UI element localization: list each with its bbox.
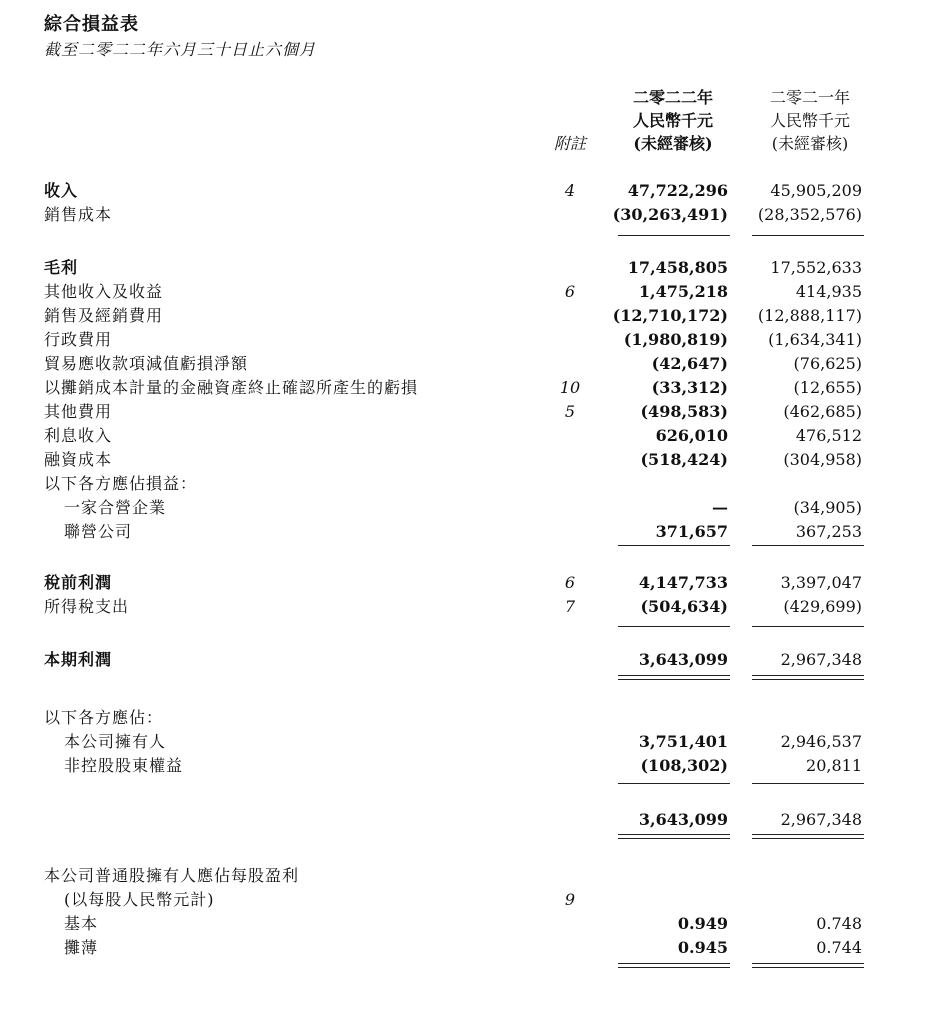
rule-line [618,963,730,964]
table-row [0,912,932,936]
row-label: 本公司普通股擁有人應佔每股盈利 [44,866,300,885]
row-value-prior: (12,888,117) [757,306,862,325]
table-row [0,648,932,672]
rule-line [618,675,730,676]
table-row [0,864,932,888]
row-value-prior: (12,655) [793,378,862,397]
row-note: 7 [564,597,576,616]
table-row [0,706,932,730]
table-row [0,203,932,227]
rule-line [752,675,864,676]
rule-line [752,967,864,968]
row-label: 非控股股東權益 [64,756,184,775]
row-label: 其他收入及收益 [44,282,164,301]
rule-line [618,838,730,839]
row-value-prior: 0.748 [816,914,862,933]
row-value-current: (518,424) [640,450,728,469]
table-row [0,496,932,520]
rule-line [618,834,730,835]
row-label: 貿易應收款項減值虧損淨額 [44,354,249,373]
row-label: 聯營公司 [64,522,133,541]
row-value-prior: 45,905,209 [770,181,862,200]
row-value-prior: (304,958) [783,450,862,469]
table-row [0,304,932,328]
row-value-current: 1,475,218 [638,282,728,301]
rule-line [618,626,730,627]
rule-line [618,679,730,680]
row-note: 6 [564,573,576,592]
row-value-current: (12,710,172) [612,306,728,325]
row-value-prior: (429,699) [783,597,862,616]
row-value-current: (30,263,491) [612,205,728,224]
rule-line [752,679,864,680]
row-label: 稅前利潤 [44,573,113,592]
row-label: 所得稅支出 [44,597,130,616]
row-value-prior: 2,967,348 [780,650,862,669]
rule-line [752,626,864,627]
row-label: 本公司擁有人 [64,732,167,751]
row-note: 9 [564,890,576,909]
rule-line [752,963,864,964]
row-value-prior: 20,811 [806,756,862,775]
row-label: 以下各方應佔損益： [44,474,198,493]
row-value-prior: 2,967,348 [780,810,862,829]
row-value-prior: 3,397,047 [780,573,862,592]
row-value-prior: 476,512 [795,426,862,445]
column-header-current [614,86,732,155]
table-row [0,179,932,203]
row-value-current: 3,643,099 [638,650,728,669]
column-header-prior-unit: 人民幣千元 [769,111,850,130]
row-note: 5 [564,402,576,421]
row-value-current: (504,634) [640,597,728,616]
rule-line [752,545,864,546]
row-value-prior: 2,946,537 [780,732,862,751]
table-row [0,280,932,304]
table-row [0,595,932,619]
row-value-current: 0.949 [677,914,728,933]
row-note: 4 [564,181,576,200]
column-header-note: 附註 [553,134,586,153]
row-value-prior: (28,352,576) [757,205,862,224]
row-value-prior: (34,905) [793,498,862,517]
row-value-current: 47,722,296 [627,181,728,200]
rule-line [618,545,730,546]
row-value-current: — [712,498,728,517]
row-value-prior: (76,625) [793,354,862,373]
row-label: 攤薄 [64,938,99,957]
row-value-prior: 367,253 [795,522,862,541]
table-row [0,256,932,280]
rule-line [752,834,864,835]
rule-line [618,783,730,784]
row-label: 以下各方應佔： [44,708,164,727]
row-label: 本期利潤 [44,650,113,669]
rule-line [618,235,730,236]
row-label: (以每股人民幣元計) [64,890,215,909]
row-value-current: (33,312) [651,378,728,397]
column-header-current-year: 二零二二年 [632,88,713,107]
row-value-current: 4,147,733 [638,573,728,592]
row-label: 收入 [44,181,79,200]
row-value-current: 626,010 [655,426,728,445]
table-row [0,448,932,472]
row-value-current: 371,657 [655,522,728,541]
row-value-current: 3,643,099 [638,810,728,829]
row-label: 銷售及經銷費用 [44,306,164,325]
row-label: 融資成本 [44,450,113,469]
row-label: 利息收入 [44,426,113,445]
row-label: 毛利 [44,258,79,277]
table-row [0,888,932,912]
table-row [0,520,932,544]
table-row [0,400,932,424]
row-label: 一家合營企業 [64,498,167,517]
column-header-current-status: (未經審核) [633,134,713,153]
table-row [0,352,932,376]
rule-line [752,838,864,839]
table-row [0,376,932,400]
row-value-prior: 17,552,633 [770,258,862,277]
table-row [0,424,932,448]
row-label: 銷售成本 [44,205,113,224]
column-header-prior-status: (未經審核) [771,134,849,153]
table-row [0,936,932,960]
row-value-current: 17,458,805 [627,258,728,277]
row-value-current: 0.945 [677,938,728,957]
column-header-prior [750,86,870,155]
rule-line [618,967,730,968]
column-header-current-unit: 人民幣千元 [632,111,713,130]
row-value-current: 3,751,401 [638,732,728,751]
table-row [0,808,932,832]
page-subtitle: 截至二零二二年六月三十日止六個月 [44,40,317,59]
table-row [0,328,932,352]
table-row [0,472,932,496]
row-note: 6 [564,282,576,301]
row-value-current: (42,647) [651,354,728,373]
row-value-prior: 0.744 [816,938,862,957]
row-label: 基本 [64,914,99,933]
row-value-prior: 414,935 [795,282,862,301]
row-value-prior: (1,634,341) [768,330,862,349]
row-value-current: (1,980,819) [623,330,728,349]
row-label: 以攤銷成本計量的金融資產終止確認所產生的虧損 [44,378,419,397]
page-title: 綜合損益表 [44,14,139,35]
row-value-prior: (462,685) [783,402,862,421]
row-value-current: (498,583) [640,402,728,421]
row-label: 其他費用 [44,402,113,421]
rule-line [752,783,864,784]
column-header-prior-year: 二零二一年 [769,88,850,107]
table-row [0,730,932,754]
row-value-current: (108,302) [640,756,728,775]
table-row [0,754,932,778]
rule-line [752,235,864,236]
row-label: 行政費用 [44,330,113,349]
row-note: 10 [559,378,581,397]
table-row [0,571,932,595]
